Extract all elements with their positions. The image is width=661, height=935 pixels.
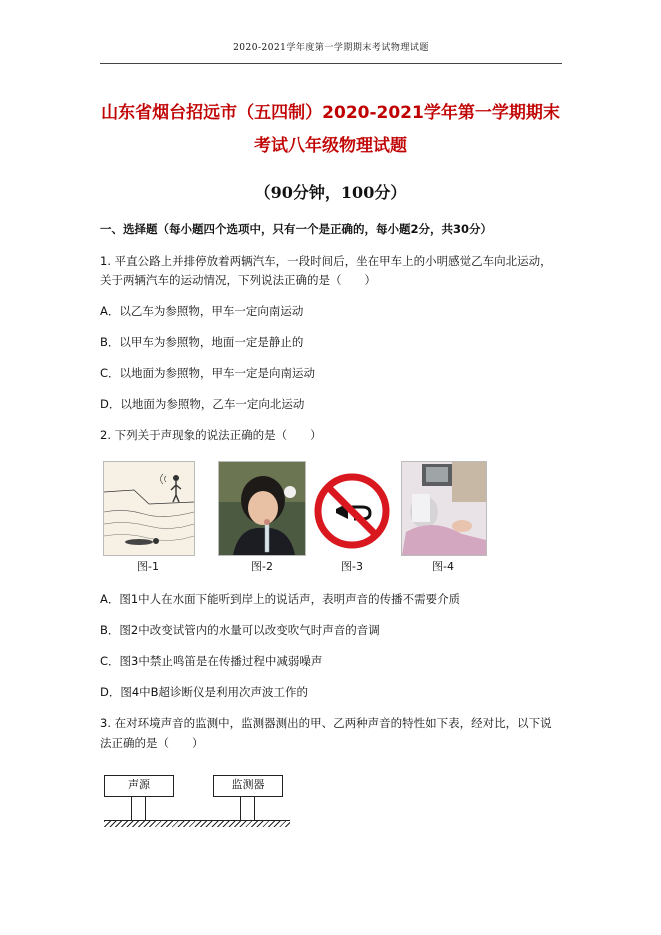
monitor-leg-right (254, 797, 255, 820)
q2-option-a: A．图1中人在水面下能听到岸上的说话声，表明声音的传播不需要介质 (100, 592, 461, 606)
q2-option-d: D．图4中B超诊断仪是利用次声波工作的 (100, 685, 309, 699)
figure-caption-2: 图-2 (251, 560, 273, 573)
q2-option-c: C．图3中禁止鸣笛是在传播过程中减弱噪声 (100, 654, 323, 668)
q1-option-a: A．以乙车为参照物，甲车一定向南运动 (100, 304, 304, 318)
figure-3-no-horn-sign (314, 461, 390, 554)
sound-source-leg-right (145, 797, 146, 820)
doc-subtitle: （90分钟，100分） (254, 183, 407, 202)
q3-stem-line2: 法正确的是（ ） (100, 736, 204, 750)
sound-source-leg-left (131, 797, 132, 820)
figure-caption-3: 图-3 (341, 560, 363, 573)
figure-caption-1: 图-1 (137, 560, 159, 573)
q1-stem-line2: 关于两辆汽车的运动情况，下列说法正确的是（ ） (100, 273, 376, 287)
figure-2-image (218, 461, 306, 556)
q1-option-b: B．以甲车为参照物，地面一定是静止的 (100, 335, 304, 349)
sound-source-box: 声源 (104, 775, 174, 797)
figure-caption-4: 图-4 (432, 560, 454, 573)
q1-option-d: D．以地面为参照物，乙车一定向北运动 (100, 397, 305, 411)
doc-title-line1: 山东省烟台招远市（五四制）2020-2021学年第一学期期末 (101, 103, 560, 123)
monitor-leg-left (240, 797, 241, 820)
q2-option-b: B．图2中改变试管内的水量可以改变吹气时声音的音调 (100, 623, 380, 637)
doc-title-line2: 考试八年级物理试题 (254, 136, 407, 156)
q1-option-c: C．以地面为参照物，甲车一定是向南运动 (100, 366, 316, 380)
ground-hatch (104, 821, 290, 827)
q2-stem: 2. 下列关于声现象的说法正确的是（ ） (100, 428, 322, 442)
q3-stem-line1: 3. 在对环境声音的监测中，监测器测出的甲、乙两种声音的特性如下表，经对比，以下说 (100, 716, 552, 730)
figure-1-image (103, 461, 195, 556)
monitor-box: 监测器 (213, 775, 283, 797)
section-heading: 一、选择题（每小题四个选项中，只有一个是正确的，每小题2分，共30分） (100, 222, 493, 236)
running-header: 2020-2021学年度第一学期期末考试物理试题 (233, 43, 429, 53)
header-rule (100, 63, 562, 64)
figure-4-image (401, 461, 487, 556)
q1-stem-line1: 1. 平直公路上并排停放着两辆汽车，一段时间后，坐在甲车上的小明感觉乙车向北运动， (100, 254, 552, 268)
